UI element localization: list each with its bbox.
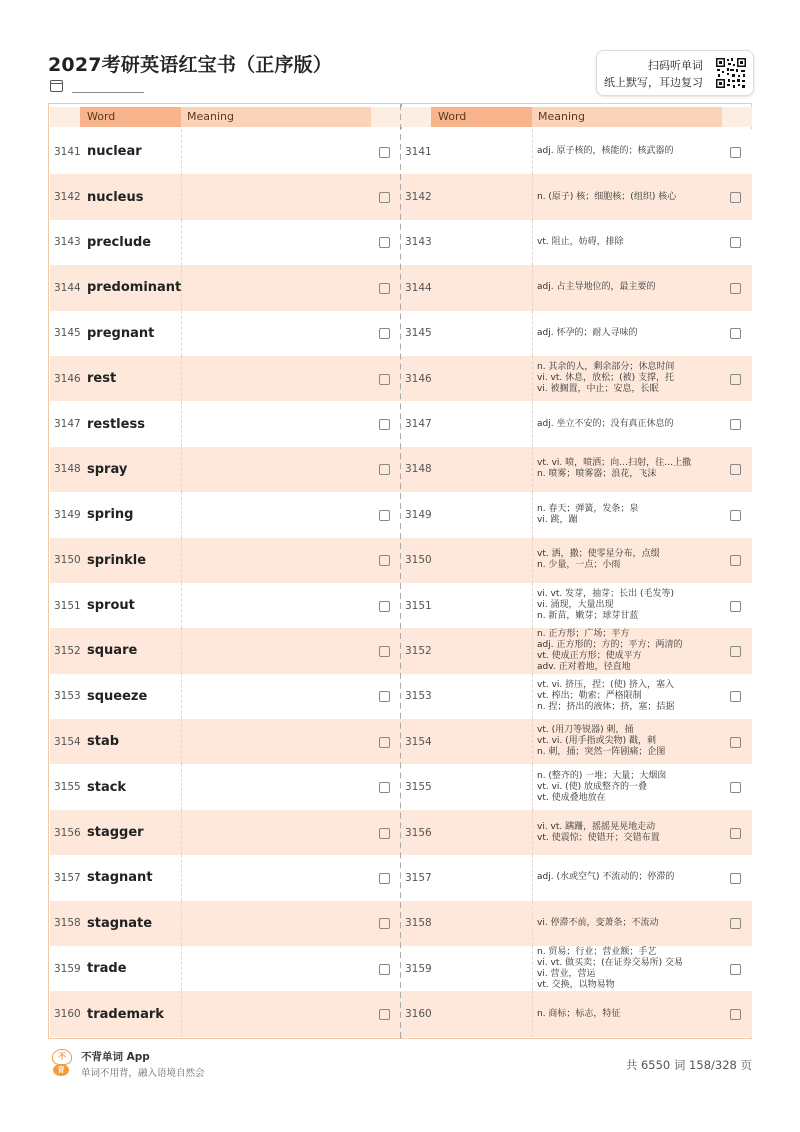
meaning-text: adj. 坐立不安的；没有真正休息的	[537, 418, 674, 429]
checkbox-icon[interactable]	[379, 510, 390, 521]
table-row	[50, 492, 401, 537]
row-number: 3160	[405, 1008, 432, 1021]
row-number: 3153	[405, 690, 432, 703]
row-number: 3152	[405, 644, 432, 657]
page-indicator: 共 6550 词 158/328 页	[625, 1058, 752, 1072]
table-row	[401, 492, 752, 537]
qr-code-icon[interactable]	[715, 57, 747, 89]
row-number: 3159	[54, 962, 81, 975]
table-row	[401, 764, 752, 809]
checkbox-icon[interactable]	[730, 510, 741, 521]
meaning-text: vt. (用刀等锐器) 刺，捅 vt. vi. (用手指或尖物) 戳，刺 n. 刺，捅；突然一阵剧痛；企图	[537, 725, 666, 758]
table-row	[401, 991, 752, 1036]
row-number: 3158	[405, 917, 432, 930]
meaning-text: n. 其余的人，剩余部分；休息时间 vi. vt. 休息，放松；(被) 支撑，托 vi. 被搁置，中止；安息，长眠	[537, 362, 675, 395]
checkbox-icon[interactable]	[730, 828, 741, 839]
table-row	[50, 311, 401, 356]
right-rows	[401, 129, 752, 1037]
checkbox-icon[interactable]	[730, 601, 741, 612]
table-row	[401, 901, 752, 946]
checkbox-icon[interactable]	[730, 283, 741, 294]
table-row	[50, 764, 401, 809]
table-row	[401, 311, 752, 356]
right-column	[401, 104, 752, 1038]
row-number: 3141	[54, 145, 81, 158]
meaning-text: vt. vi. 挤压，捏；(使) 挤入，塞入 vt. 榨出；勒索；严格限制 n. 捏；挤出的液体；挤，塞；拮据	[537, 679, 675, 712]
checkbox-icon[interactable]	[730, 555, 741, 566]
table-row	[401, 220, 752, 265]
table-row	[401, 538, 752, 583]
row-number: 3143	[405, 236, 432, 249]
checkbox-icon[interactable]	[730, 691, 741, 702]
meaning-text: vi. vt. 蹒跚，摇摇晃晃地走动 vt. 使震惊；使错开；交错布置	[537, 821, 660, 843]
row-number: 3145	[54, 327, 81, 340]
footer-app-name: 不背单词 App	[81, 1051, 150, 1063]
checkbox-icon[interactable]	[730, 147, 741, 158]
word-text: stagnate	[87, 915, 153, 931]
checkbox-icon[interactable]	[730, 419, 741, 430]
meaning-text: vt. vi. 喷，喷洒；向…扫射，往…上撒 n. 喷雾；喷雾器；浪花，飞沫	[537, 458, 692, 480]
footer-slogan: 单词不用背，融入语境自然会	[81, 1068, 205, 1079]
meaning-text: adj. 怀孕的；耐人寻味的	[537, 327, 638, 338]
checkbox-icon[interactable]	[730, 1009, 741, 1020]
table-row	[50, 855, 401, 900]
row-number: 3155	[405, 781, 432, 794]
checkbox-icon[interactable]	[379, 328, 390, 339]
left-header	[50, 107, 401, 127]
row-number: 3144	[405, 281, 432, 294]
table-row	[50, 356, 401, 401]
checkbox-icon[interactable]	[379, 555, 390, 566]
table-row	[50, 991, 401, 1036]
date-write-line	[72, 92, 144, 93]
row-number: 3160	[54, 1008, 81, 1021]
table-row	[50, 129, 401, 174]
checkbox-icon[interactable]	[730, 737, 741, 748]
checkbox-icon[interactable]	[379, 873, 390, 884]
table-row	[401, 628, 752, 673]
word-text: trademark	[87, 1006, 164, 1022]
row-number: 3154	[405, 735, 432, 748]
checkbox-icon[interactable]	[379, 192, 390, 203]
word-text: nucleus	[87, 189, 144, 205]
row-number: 3159	[405, 962, 432, 975]
table-row	[401, 810, 752, 855]
table-row	[401, 719, 752, 764]
table-row	[401, 356, 752, 401]
row-number: 3144	[54, 281, 81, 294]
checkbox-icon[interactable]	[379, 691, 390, 702]
checkbox-icon[interactable]	[379, 237, 390, 248]
row-number: 3142	[54, 191, 81, 204]
header-meaning: Meaning	[532, 107, 722, 127]
checkbox-icon[interactable]	[730, 192, 741, 203]
checkbox-icon[interactable]	[379, 646, 390, 657]
table-row	[50, 220, 401, 265]
header-word: Word	[431, 107, 532, 127]
qr-panel[interactable]	[596, 50, 754, 96]
checkbox-icon[interactable]	[730, 918, 741, 929]
checkbox-icon[interactable]	[730, 464, 741, 475]
checkbox-icon[interactable]	[379, 782, 390, 793]
row-number: 3147	[54, 418, 81, 431]
word-text: pregnant	[87, 325, 155, 341]
row-number: 3151	[405, 599, 432, 612]
table-row	[401, 265, 752, 310]
table-row	[401, 583, 752, 628]
word-text: trade	[87, 961, 127, 977]
meaning-text: n. 商标；标志，特征	[537, 1008, 621, 1019]
row-number: 3156	[54, 826, 81, 839]
meaning-text: n. 正方形；广场；平方 adj. 正方形的；方的；平方；两清的 vt. 使成正方形；使成平方 adv. 正对着地，径直地	[537, 628, 683, 672]
meaning-text: n. 春天；弹簧，发条；泉 vi. 跳，蹦	[537, 503, 639, 525]
meaning-text: adj. 占主导地位的，最主要的	[537, 282, 656, 293]
table-row	[50, 946, 401, 991]
word-text: spring	[87, 507, 134, 523]
meaning-text: adj. 原子核的，核能的；核武器的	[537, 146, 674, 157]
table-row	[50, 628, 401, 673]
checkbox-icon[interactable]	[730, 873, 741, 884]
table-row	[401, 401, 752, 446]
logo-bottom-char: 背	[53, 1064, 69, 1076]
table-row	[50, 583, 401, 628]
checkbox-icon[interactable]	[379, 964, 390, 975]
vocab-table	[48, 103, 752, 1039]
checkbox-icon[interactable]	[730, 646, 741, 657]
row-number: 3149	[54, 508, 81, 521]
right-header	[401, 107, 752, 127]
app-logo-icon	[52, 1049, 72, 1077]
row-number: 3153	[54, 690, 81, 703]
row-number: 3157	[54, 871, 81, 884]
calendar-icon	[50, 80, 63, 92]
checkbox-icon[interactable]	[379, 464, 390, 475]
row-number: 3158	[54, 917, 81, 930]
word-text: stack	[87, 779, 127, 795]
checkbox-icon[interactable]	[379, 283, 390, 294]
word-text: sprinkle	[87, 552, 147, 568]
row-number: 3149	[405, 508, 432, 521]
row-number: 3146	[54, 372, 81, 385]
row-number: 3141	[405, 145, 432, 158]
table-row	[50, 674, 401, 719]
checkbox-icon[interactable]	[379, 828, 390, 839]
checkbox-icon[interactable]	[730, 782, 741, 793]
table-row	[50, 810, 401, 855]
checkbox-icon[interactable]	[730, 237, 741, 248]
word-text: squeeze	[87, 688, 148, 704]
word-text: stagger	[87, 825, 144, 841]
row-number: 3142	[405, 191, 432, 204]
left-column	[50, 104, 401, 1038]
meaning-text: n. 贸易；行业；营业额；手艺 vi. vt. 做买卖；(在证券交易所) 交易 vi. 营业，营运 vt. 交换，以物易物	[537, 946, 684, 990]
meaning-text: vt. 阻止，妨碍，排除	[537, 236, 624, 247]
word-text: preclude	[87, 234, 152, 250]
word-text: predominant	[87, 280, 182, 296]
checkbox-icon[interactable]	[379, 918, 390, 929]
checkbox-icon[interactable]	[379, 374, 390, 385]
table-row	[401, 129, 752, 174]
table-row	[401, 946, 752, 991]
row-number: 3157	[405, 871, 432, 884]
qr-line-1: 扫码听单词	[648, 59, 703, 72]
checkbox-icon[interactable]	[730, 328, 741, 339]
left-rows	[50, 129, 401, 1037]
qr-line-2: 纸上默写，耳边复习	[604, 76, 703, 89]
row-number: 3152	[54, 644, 81, 657]
checkbox-icon[interactable]	[379, 1009, 390, 1020]
checkbox-icon[interactable]	[730, 964, 741, 975]
checkbox-icon[interactable]	[379, 147, 390, 158]
table-row	[401, 855, 752, 900]
table-row	[401, 447, 752, 492]
word-text: stagnant	[87, 870, 153, 886]
row-number: 3148	[54, 463, 81, 476]
header-word: Word	[80, 107, 181, 127]
table-row	[50, 719, 401, 764]
header-meaning: Meaning	[181, 107, 371, 127]
row-number: 3146	[405, 372, 432, 385]
table-row	[50, 538, 401, 583]
row-number: 3147	[405, 418, 432, 431]
meaning-text: vi. 停滞不前，变萧条；不流动	[537, 917, 659, 928]
checkbox-icon[interactable]	[730, 374, 741, 385]
word-text: rest	[87, 371, 117, 387]
word-text: sprout	[87, 598, 135, 614]
row-number: 3145	[405, 327, 432, 340]
row-number: 3155	[54, 781, 81, 794]
checkbox-icon[interactable]	[379, 601, 390, 612]
row-number: 3148	[405, 463, 432, 476]
word-text: square	[87, 643, 138, 659]
word-text: restless	[87, 416, 145, 432]
row-number: 3156	[405, 826, 432, 839]
table-row	[50, 447, 401, 492]
checkbox-icon[interactable]	[379, 419, 390, 430]
table-row	[50, 401, 401, 446]
row-number: 3150	[54, 554, 81, 567]
word-text: spray	[87, 461, 128, 477]
word-text: nuclear	[87, 144, 142, 160]
row-number: 3143	[54, 236, 81, 249]
page-title: 2027考研英语红宝书（正序版）	[48, 54, 333, 76]
table-row	[50, 174, 401, 219]
row-number: 3154	[54, 735, 81, 748]
table-row	[50, 901, 401, 946]
meaning-text: n. (整齐的) 一堆；大量；大烟囱 vt. vi. (使) 放成整齐的一叠 vt. 使成叠地放在	[537, 770, 667, 803]
meaning-text: vi. vt. 发芽，抽芽；长出 (毛发等) vi. 涌现，大量出现 n. 新苗，嫩芽；球芽甘蓝	[537, 589, 675, 622]
table-row	[401, 174, 752, 219]
meaning-text: vt. 洒，撒；使零星分布，点缀 n. 少量，一点；小雨	[537, 549, 660, 571]
meaning-text: n. (原子) 核；细胞核；(组织) 核心	[537, 191, 677, 202]
logo-top-char: 不	[52, 1049, 72, 1065]
word-text: stab	[87, 734, 120, 750]
table-row	[401, 674, 752, 719]
checkbox-icon[interactable]	[379, 737, 390, 748]
row-number: 3150	[405, 554, 432, 567]
table-row	[50, 265, 401, 310]
meaning-text: adj. (水或空气) 不流动的；停滞的	[537, 872, 675, 883]
row-number: 3151	[54, 599, 81, 612]
